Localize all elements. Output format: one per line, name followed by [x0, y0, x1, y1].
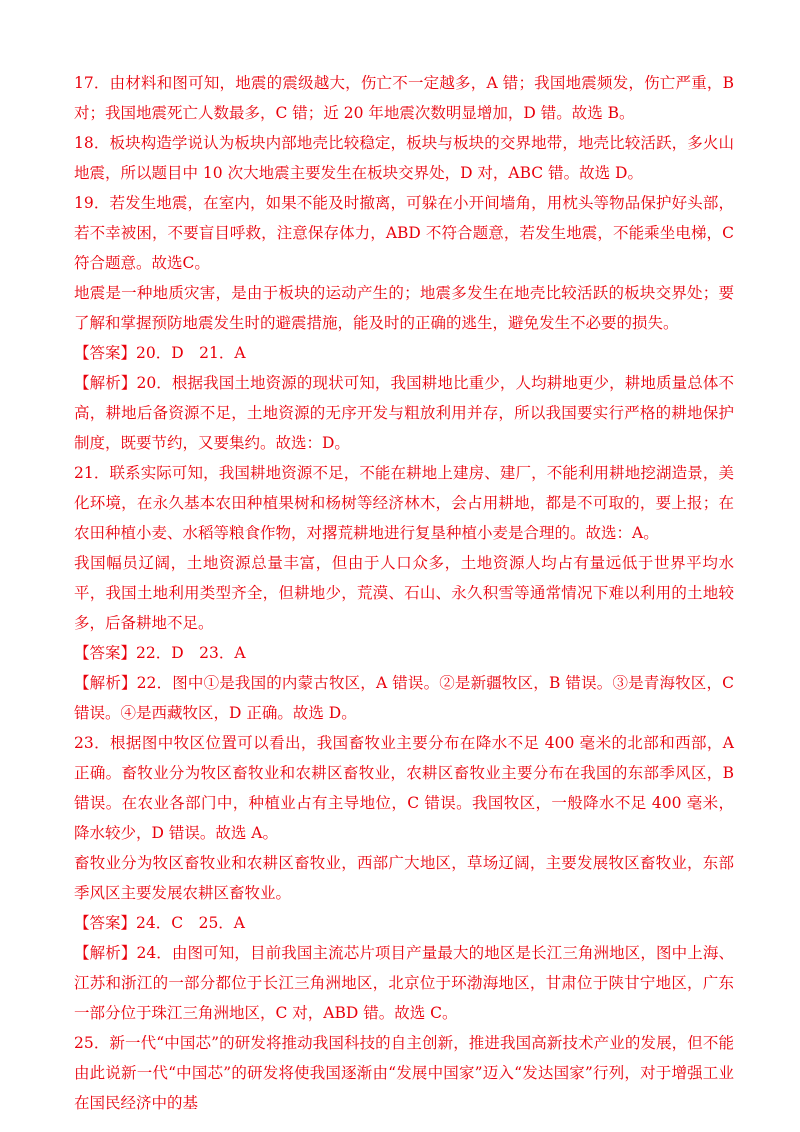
answer-key-22-23: 【答案】22．D 23．A: [74, 644, 246, 662]
document-page: [74, 68, 734, 1118]
answer-key-24-25: 【答案】24．C 25．A: [74, 914, 246, 932]
analysis-24: 【解析】24．由图可知，目前我国主流芯片项目产量最大的地区是长江三角洲地区，图中上海、江苏和浙江的一部分都位于长江三角洲地区，北京位于环渤海地区，甘肃位于陕甘宁地区，广东一部分位于珠江三角洲地区，C 对，ABD 错。故选 C。: [74, 944, 734, 1022]
note-land-resources: 我国幅员辽阔，土地资源总量丰富，但由于人口众多，土地资源人均占有量远低于世界平均水平，我国土地利用类型齐全，但耕地少，荒漠、石山、永久积雪等通常情况下难以利用的土地较多，后备耕地不足。: [74, 554, 734, 632]
analysis-23: 23．根据图中牧区位置可以看出，我国畜牧业主要分布在降水不足 400 毫米的北部和西部，A 正确。畜牧业分为牧区畜牧业和农耕区畜牧业，农耕区畜牧业主要分布在我国的东部季风区，B 错误。在农业各部门中，种植业占有主导地位，C 错误。我国牧区，一般降水不足 400 毫米，降水较少，D 错误。故选 A。: [74, 734, 734, 842]
analysis-20: 【解析】20．根据我国土地资源的现状可知，我国耕地比重少，人均耕地更少，耕地质量总体不高，耕地后备资源不足，土地资源的无序开发与粗放利用并存，所以我国要实行严格的耕地保护制度，既要节约，又要集约。故选：D。: [74, 374, 734, 452]
answer-18: 18．板块构造学说认为板块内部地壳比较稳定，板块与板块的交界地带，地壳比较活跃，多火山地震，所以题目中 10 次大地震主要发生在板块交界处，D 对，ABC 错。故选 D。: [74, 134, 734, 182]
answer-17: 17．由材料和图可知，地震的震级越大，伤亡不一定越多，A 错；我国地震频发，伤亡严重，B 对；我国地震死亡人数最多，C 错；近 20 年地震次数明显增加，D 错。故选 B。: [74, 74, 734, 122]
note-animal-husbandry: 畜牧业分为牧区畜牧业和农耕区畜牧业，西部广大地区，草场辽阔，主要发展牧区畜牧业，东部季风区主要发展农耕区畜牧业。: [74, 854, 734, 902]
analysis-21: 21．联系实际可知，我国耕地资源不足，不能在耕地上建房、建厂，不能利用耕地挖湖造景，美化环境，在永久基本农田种植果树和杨树等经济林木，会占用耕地，都是不可取的，要上报；在农田种植小麦、水稻等粮食作物，对撂荒耕地进行复垦种植小麦是合理的。故选：A。: [74, 464, 734, 542]
answer-19: 19．若发生地震，在室内，如果不能及时撤离，可躲在小开间墙角，用枕头等物品保护好头部，若不幸被困，不要盲目呼救，注意保存体力，ABD 不符合题意，若发生地震，不能乘坐电梯，C 符合题意。故选C。: [74, 194, 734, 272]
note-earthquake: 地震是一种地质灾害，是由于板块的运动产生的；地震多发生在地壳比较活跃的板块交界处；要了解和掌握预防地震发生时的避震措施，能及时的正确的逃生，避免发生不必要的损失。: [74, 284, 734, 332]
answer-key-20-21: 【答案】20．D 21．A: [74, 344, 246, 362]
analysis-22: 【解析】22．图中①是我国的内蒙古牧区，A 错误。②是新疆牧区，B 错误。③是青海牧区，C 错误。④是西藏牧区，D 正确。故选 D。: [74, 674, 734, 722]
analysis-25: 25．新一代“中国芯”的研发将推动我国科技的自主创新，推进我国高新技术产业的发展，但不能由此说新一代“中国芯”的研发将使我国逐渐由“发展中国家”迈入“发达国家”行列，对于增强工业在国民经济中的基: [74, 1034, 734, 1112]
